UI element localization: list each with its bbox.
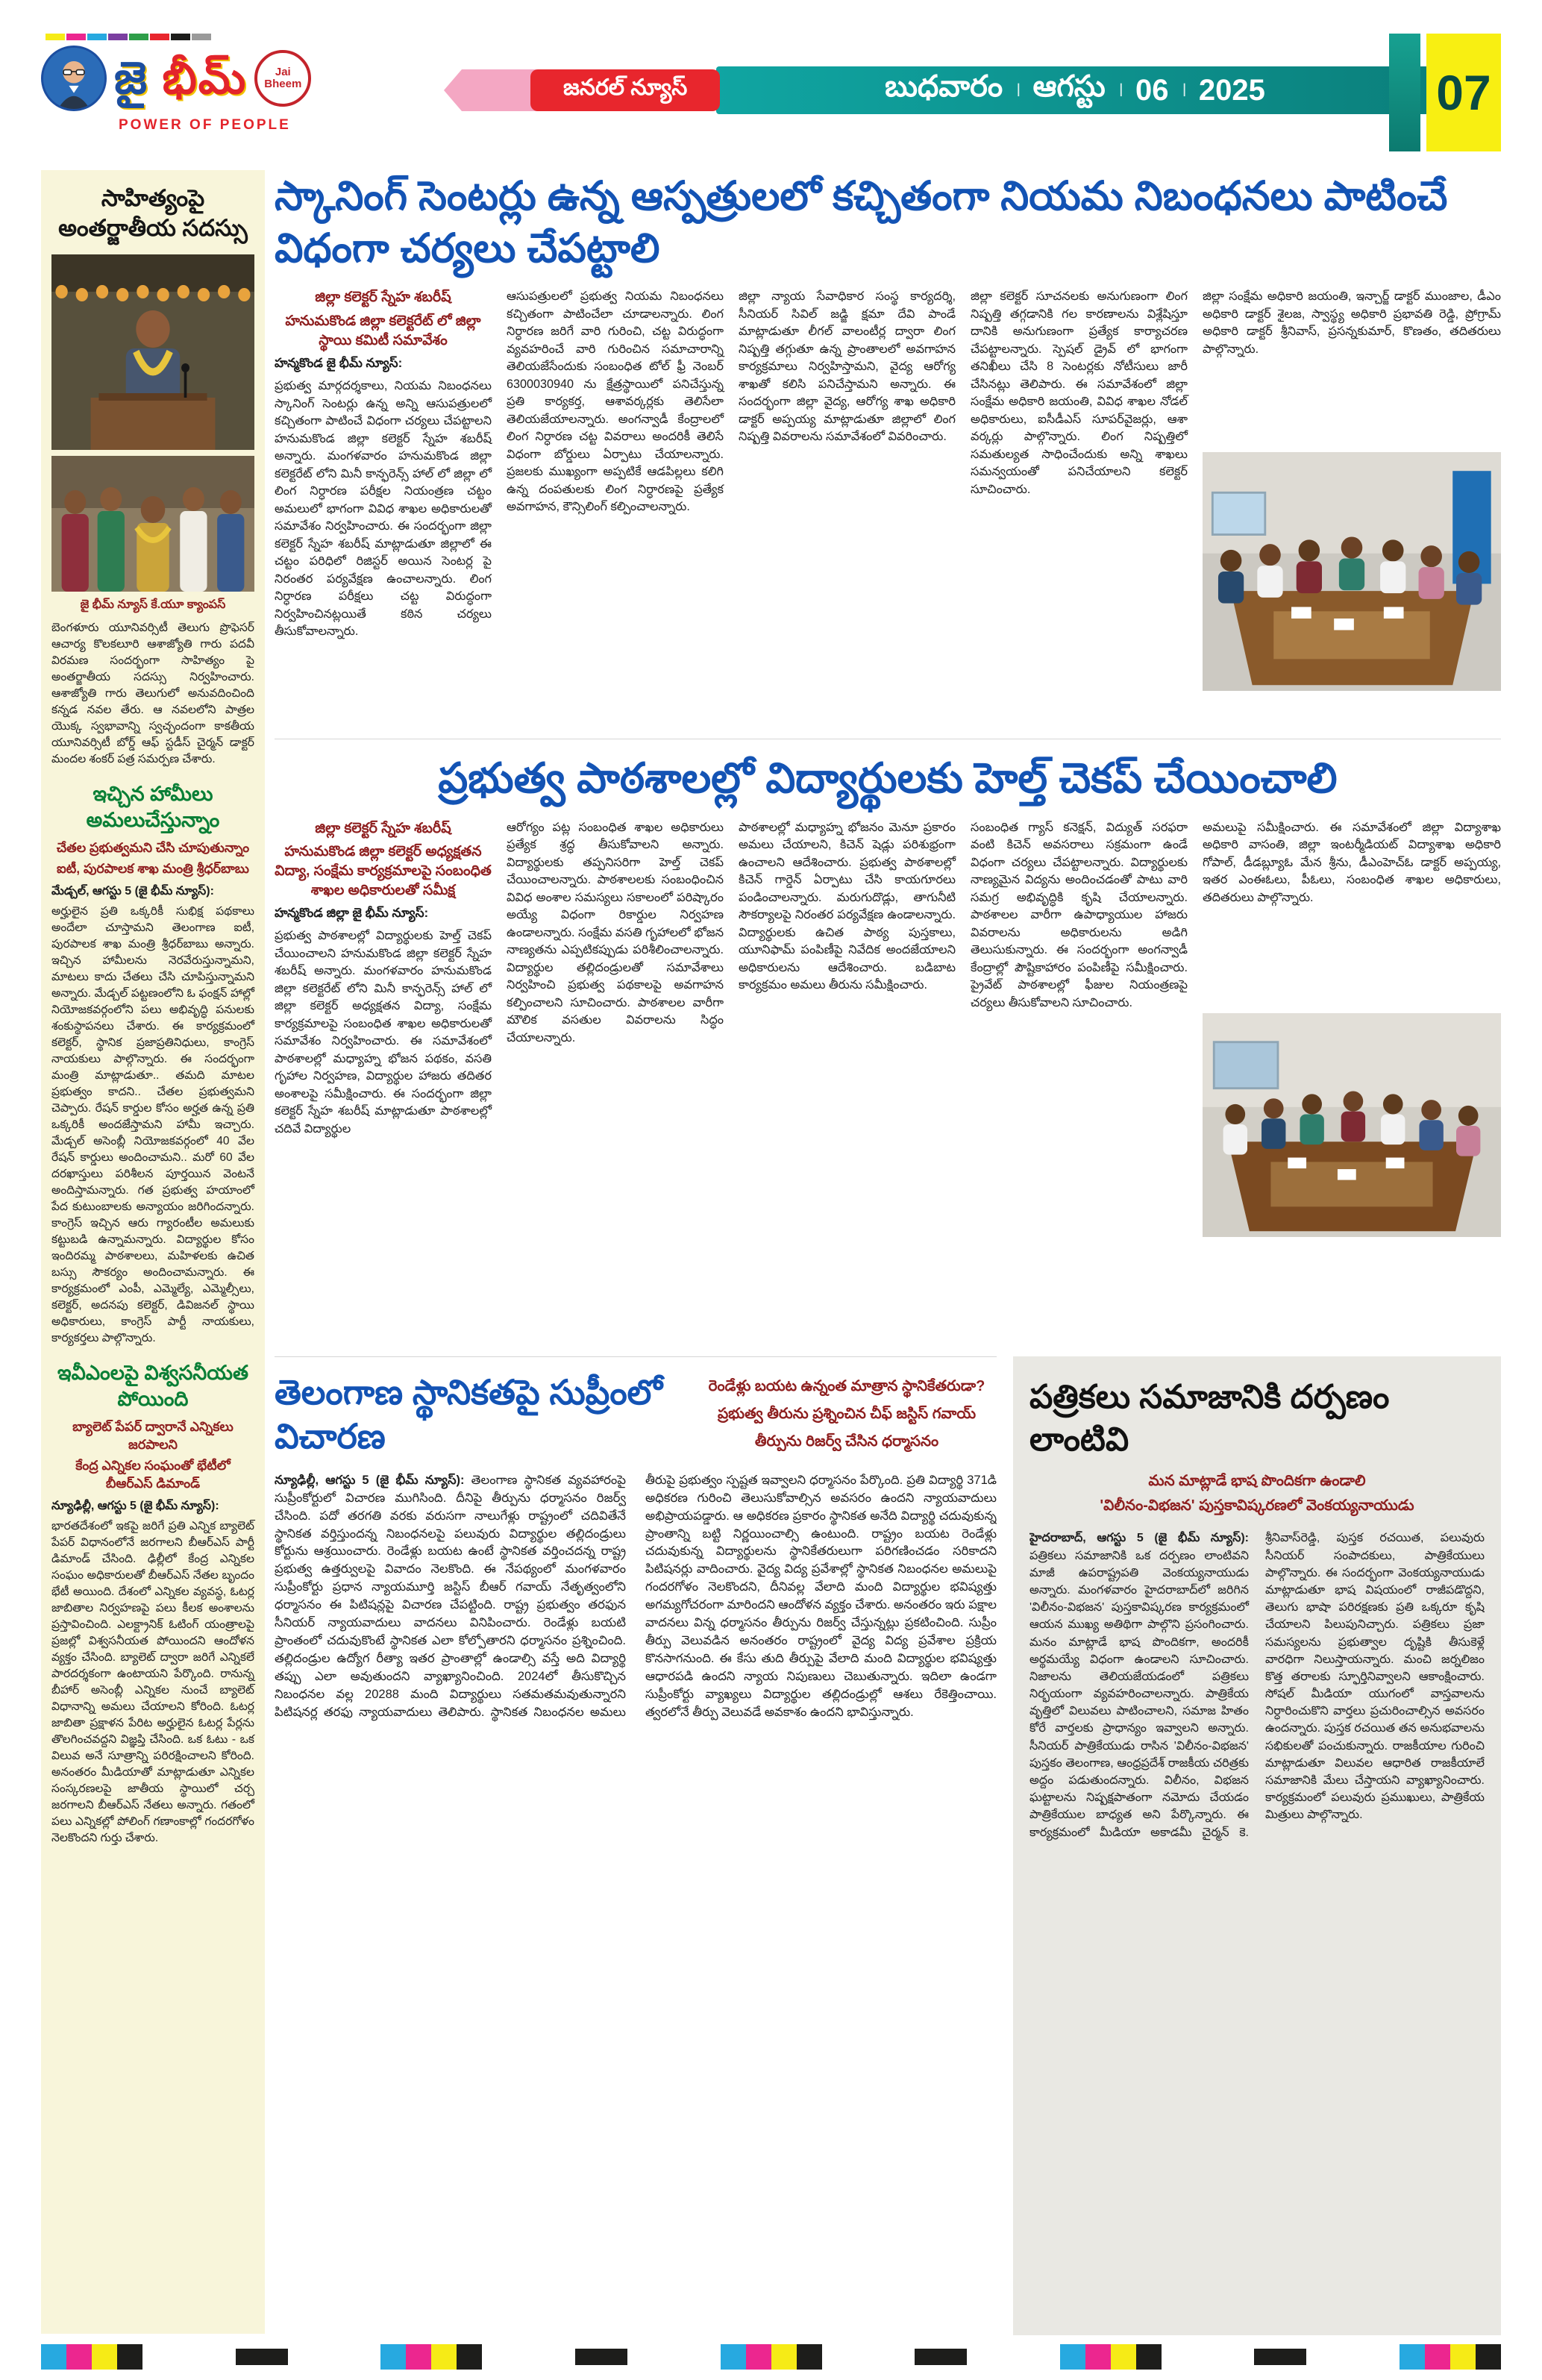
cmyk-mark-group (380, 2344, 482, 2370)
masthead-title (114, 53, 248, 103)
article2-review-meeting-photo (1203, 1013, 1501, 1237)
article1-body-col3: జిల్లా న్యాయ సేవాధికార సంస్థ కార్యదర్శి, సీనియర్ సివిల్ జడ్జి క్షమా దేవి పాండే మాట్లాడుతూ లీగల్ వాలంటీర్ల ద్వారా లింగ నిష్పత్తి తగ్గుతూ ఉన్న ప్రాంతాలలో అవగాహన కార్యక్రమాలు నిర్వహిస్తామని, వైద్య ఆరోగ్య శాఖతో కలిసి పనిచేస్తామని అన్నారు. ఈ సందర్భంగా జిల్లా వైద్య, ఆరోగ్య శాఖ అధికారి డాక్టర్ అప్పయ్య మాట్లాడుతూ జిల్లాలో లింగ నిష్పత్తి వివరాలను సమావేశంలో వివరించారు. (739, 289, 956, 444)
article2-dateline: హన్మకొండ జిల్లా జై భీమ్ న్యూస్: (275, 906, 429, 921)
section-label: జనరల్ న్యూస్ (530, 69, 720, 111)
article2-photo-column (1203, 819, 1501, 1237)
article1-columns (275, 288, 1501, 691)
article2-subhead: హనుమకొండ జిల్లా కలెక్టర్ అధ్యక్షతన విద్యా, సంక్షేమ కార్యక్రమాలపై సంబంధిత శాఖల అధికారులతో సమీక్ష (275, 844, 492, 898)
left-section2-subhead: ఐటీ, పురపాలక శాఖ మంత్రి శ్రీధర్‌బాబు (57, 861, 249, 877)
article1-body-col4: జిల్లా కలెక్టర్ సూచనలకు అనుగుణంగా లింగ నిష్పత్తి తగ్గడానికి గల కారణాలను విశ్లేషిస్తూ దానికి అనుగుణంగా ప్రత్యేక కార్యాచరణ చేపట్టాలన్నారు. స్పెషల్ డ్రైవ్ లో భాగంగా తనిఖీలు చేసి 8 సెంటర్లకు నోటీసులు జారీ చేసినట్లు తెలిపారు. ఈ సమావేశంలో జిల్లా సంక్షేమ అధికారి జయంతి, వివిధ శాఖల నోడల్ అధికారులు, ఐసీడీఎస్ సూపర్‌వైజర్లు, ఆశా వర్కర్లు పాల్గొన్నారు. లింగ నిష్పత్తిలో సమతుల్యత సాధించేందుకు అన్ని శాఖలు సమన్వయంతో పనిచేయాలని కలెక్టర్ సూచించారు. (971, 289, 1188, 496)
article4-subhead: 'విలీనం-విభజన' పుస్తకావిష్కరణలో వెంకయ్యనాయుడు (1100, 1497, 1414, 1515)
left-section3-subhead: కేంద్ర ఎన్నికల సంఘంతో భేటీలో బీఆర్ఎస్ డిమాండ్ (75, 1458, 231, 1491)
article3-body-text: తెలంగాణ స్థానికత వ్యవహారంపై సుప్రీంకోర్టులో విచారణ ముగిసింది. దీనిపై తీర్పును ధర్మాసనం రిజర్వ్ చేసింది. పదో తరగతి వరకు వరుసగా నాలుగేళ్లు రాష్ట్రంలో చదివితేనే స్థానికత వర్తిస్తుందన్న నిబంధనలపై పలువురు విద్యార్థుల తల్లిదండ్రులు కోర్టును ఆశ్రయించారు. రెండేళ్లు బయట ఉంటే స్థానికత వర్తించదన్న రాష్ట్ర ప్రభుత్వ ఉత్తర్వులపై వివాదం నెలకొంది. ఈ నేపథ్యంలో మంగళవారం సుప్రీంకోర్టు ప్రధాన న్యాయమూర్తి జస్టిస్ బీఆర్ గవాయ్ నేతృత్వంలోని ధర్మాసనం ఈ పిటిషన్లపై విచారణ చేపట్టింది. రాష్ట్ర ప్రభుత్వం తరఫున సీనియర్ న్యాయవాదులు వాదనలు వినిపించారు. రెండేళ్లు బయటి ప్రాంతంలో చదువుకొంటే స్థానికత ఎలా కోల్పోతారని ధర్మాసనం ప్రశ్నించింది. తల్లిదండ్రుల ఉద్యోగ రీత్యా ఇతర ప్రాంతాల్లో ఉండాల్సి వస్తే అది విద్యార్థి తప్పు ఎలా అవుతుందని వ్యాఖ్యానించింది. 2024లో తీసుకొచ్చిన నిబంధనల వల్ల 20288 మంది విద్యార్థులు సతమతమవుతున్నారని పిటిషనర్ల తరఫు న్యాయవాదులు తెలిపారు. స్థానికత నిబంధనల అమలు తీరుపై ప్రభుత్వం స్పష్టత ఇవ్వాలని ధర్మాసనం పేర్కొంది. ప్రతి విద్యార్థి 371డి అధికరణ గురించి తెలుసుకోవాల్సిన అవసరం ఉందని న్యాయవాదులు అభిప్రాయపడ్డారు. ఆ అధికరణ ప్రకారం స్థానికత అనేది విద్యార్థి చదువుకున్న ప్రాంతాన్ని బట్టి నిర్ణయించాల్సి ఉంటుంది. రాష్ట్రం బయట రెండేళ్లు చదువుకున్న విద్యార్థులను స్థానికేతరులుగా పరిగణించడం సరికాదని పిటిషనర్లు వాదించారు. వైద్య విద్య ప్రవేశాల్లో స్థానికత నిబంధనల అమలుపై గందరగోళం నెలకొందని, దీనివల్ల వేలాది మంది విద్యార్థుల భవిష్యత్తు అగమ్యగోచరంగా మారిందని ఆందోళన వ్యక్తం చేశారు. అనంతరం ఇరు పక్షాల వాదనలు విన్న ధర్మాసనం తీర్పును రిజర్వ్ చేస్తున్నట్లు ప్రకటించింది. సుప్రీం తీర్పు వెలువడిన అనంతరం రాష్ట్రంలో వైద్య విద్య ప్రవేశాల ప్రక్రియ కొనసాగనుంది. ఈ కేసు తుది తీర్పుపై వేలాది మంది విద్యార్థుల భవిష్యత్తు ఆధారపడి ఉందని న్యాయ నిపుణులు చెబుతున్నారు. ఇదిలా ఉండగా సుప్రీంకోర్టు వ్యాఖ్యలు విద్యార్థుల తల్లిదండ్రుల్లో ఆశలు రేకెత్తించాయి. త్వరలోనే తీర్పు వెలువడే అవకాశం ఉందని భావిస్తున్నారు. (275, 1473, 997, 1719)
main-content (275, 170, 1501, 2335)
article1-dateline: హన్మకొండ జై భీమ్ న్యూస్: (275, 356, 403, 371)
article2-body-col2: ఆరోగ్యం పట్ల సంబంధిత శాఖల అధికారులు ప్రత్యేక శ్రద్ధ తీసుకోవాలని అన్నారు. విద్యార్థులకు తప్పనిసరిగా హెల్త్ చెకప్ చేయించాలన్నారు. పాఠశాలలకు సంబంధించిన వివిధ అంశాల సమస్యలు సకాలంలో పరిష్కారం అయ్యే విధంగా రికార్డుల నిర్వహణ ఉండాలన్నారు. సంక్షేమ వసతి గృహాలలో భోజన నాణ్యతను ఎప్పటికప్పుడు పరిశీలించాలన్నారు. విద్యార్థుల తల్లిదండ్రులతో సమావేశాలు నిర్వహించి ప్రభుత్వ పథకాలపై అవగాహన కల్పించాలని సూచించారు. పాఠశాలల వారీగా మౌలిక వసతుల వివరాలను సిద్ధం చేయాలన్నారు. (507, 820, 724, 1045)
black-mark (1254, 2349, 1306, 2365)
header-green-strip (1389, 34, 1420, 151)
cmyk-mark-group (41, 2344, 142, 2370)
article2-headline: ప్రభుత్వ పాఠశాలల్లో విద్యార్థులకు హెల్త్ చెకప్ చేయించాలి (438, 754, 1338, 801)
article4-body-text: పత్రికలు సమాజానికి ఒక దర్పణం లాంటివని మాజీ ఉపరాష్ట్రపతి వెంకయ్యనాయుడు అన్నారు. మంగళవారం హైదరాబాద్‌లో జరిగిన 'విలీనం-విభజన' పుస్తకావిష్కరణ కార్యక్రమంలో ఆయన ముఖ్య అతిథిగా పాల్గొని ప్రసంగించారు. మనం మాట్లాడే భాష పొందికగా, అందరికీ అర్థమయ్యే విధంగా ఉండాలని సూచించారు. నిజాలను తెలియజేయడంలో పత్రికలు నిర్భయంగా వ్యవహరించాలన్నారు. పాత్రికేయ వృత్తిలో విలువలు పాటించాలని, సమాజ హితం కోరే వార్తలకు ప్రాధాన్యం ఇవ్వాలని అన్నారు. సీనియర్ పాత్రికేయుడు రాసిన 'విలీనం-విభజన' పుస్తకం తెలంగాణ, ఆంధ్రప్రదేశ్ రాజకీయ చరిత్రకు అద్దం పడుతుందన్నారు. విలీనం, విభజన ఘట్టాలను నిష్పక్షపాతంగా నమోదు చేయడం పాత్రికేయుల బాధ్యత అని పేర్కొన్నారు. ఈ కార్యక్రమంలో మీడియా అకాడమీ చైర్మన్ కె. శ్రీనివాస్‌రెడ్డి, పుస్తక రచయిత, పలువురు సీనియర్ సంపాదకులు, పాత్రికేయులు పాల్గొన్నారు. ఈ సందర్భంగా వెంకయ్యనాయుడు మాట్లాడుతూ భాష విషయంలో రాజీపడొద్దని, తెలుగు భాషా పరిరక్షణకు ప్రతి ఒక్కరూ కృషి చేయాలని పిలుపునిచ్చారు. పత్రికలు ప్రజా సమస్యలను ప్రభుత్వాల దృష్టికి తీసుకెళ్లే వారధిగా నిలుస్తాయన్నారు. మంచి జర్నలిజం కొత్త తరాలకు స్ఫూర్తినివ్వాలని ఆకాంక్షించారు. సోషల్ మీడియా యుగంలో వాస్తవాలను నిర్ధారించుకొని వార్తలు ప్రచురించాల్సిన అవసరం ఉందన్నారు. పుస్తక రచయిత తన అనుభవాలను సభికులతో పంచుకున్నారు. రాజకీయాల గురించి మాట్లాడుతూ విలువల ఆధారిత రాజకీయాలే సమాజానికి మేలు చేస్తాయని వ్యాఖ్యానించారు. కార్యక్రమంలో పలువురు ప్రముఖులు, పాత్రికేయ మిత్రులు పాల్గొన్నారు. (1029, 1532, 1485, 1839)
date-year: 2025 (1198, 73, 1265, 107)
article1-body-col1: ప్రభుత్వ మార్గదర్శకాలు, నియమ నిబంధనలు స్కానింగ్ సెంటర్లు ఉన్న అన్ని ఆసుపత్రులలో కచ్చితంగా పాటించే విధంగా చర్యలు చేపట్టాలని హనుమకొండ జిల్లా కలెక్టర్ స్నేహ శబరీష్ అన్నారు. మంగళవారం హనుమకొండ జిల్లా కలెక్టరేట్ లోని మినీ కాన్ఫరెన్స్ హాల్ లో జిల్లా లో లింగ నిర్ధారణ పరీక్షల నియంత్రణ చట్టం అమలులో భాగంగా వివిధ శాఖల అధికారులతో సమావేశం నిర్వహించారు. ఈ సందర్భంగా జిల్లా కలెక్టర్ స్నేహ శబరీష్ మాట్లాడుతూ జిల్లాలో ఈ చట్టం పరిధిలో రిజిస్టర్ అయిన సెంటర్ల పై నిరంతర పర్యవేక్షణ ఉంచాలన్నారు. లింగ నిర్ధారణ పరీక్షలు చట్ట విరుద్ధంగా నిర్వహించినట్లయితే కఠిన చర్యలు తీసుకోవాలన్నారు. (275, 379, 492, 639)
page-number: 07 (1426, 34, 1501, 151)
article-scanning-centers (275, 170, 1501, 724)
jai-bheem-badge-icon (254, 50, 311, 107)
date-bar (716, 66, 1434, 114)
masthead-row (41, 46, 311, 111)
article3-header (275, 1371, 997, 1459)
date-weekday: బుధవారం (885, 69, 1003, 103)
article3-subhead: తీర్పును రిజర్వ్ చేసిన ధర్మాసనం (754, 1433, 939, 1450)
masthead-word-bheem: భీమ్ (162, 53, 248, 103)
date-month: ఆగస్టు (1032, 69, 1106, 103)
podium-speech-photo (51, 254, 254, 450)
article-supreme-court-locality (275, 1356, 997, 2335)
article3-subhead: ప్రభుత్వ తీరును ప్రశ్నించిన చీఫ్ జస్టిస్ గవాయ్ (717, 1406, 977, 1423)
left-article-body: బెంగళూరు యూనివర్సిటీ తెలుగు ప్రొఫెసర్ ఆచార్య కొలకలూరి ఆశాజ్యోతి గారు పదవీ విరమణ సందర్భంగా సాహిత్యం పై అంతర్జాతీయ సదస్సు నిర్వహించారు. ఆశాజ్యోతి గారు తెలుగులో అనువదించింది కన్నడ నవల తేరు. ఆ నవలలోని పాత్రల యొక్క స్వభావాన్ని స్వచ్ఛందంగా కాకతీయ యూనివర్సిటీ బోర్డ్ ఆఫ్ స్టడీస్ చైర్మన్ డాక్టర్ మందల శంకర్ పత్ర సమర్పణ చేశారు. (51, 621, 254, 765)
article3-dateline: న్యూఢిల్లీ, ఆగస్టు 5 (జై భీమ్ న్యూస్): (275, 1473, 471, 1487)
article2-body-col4: సంబంధిత గ్యాస్ కనెక్షన్, విద్యుత్ సరఫరా వంటి కిచెన్ అవసరాలు సక్రమంగా ఉండే విధంగా చర్యలు చేపట్టాలన్నారు. విద్యార్థులకు నాణ్యమైన విద్యను అందించడంతో పాటు వారి సమగ్ర అభివృద్ధికి కృషి చేయాలన్నారు. పాఠశాలల వారీగా ఉపాధ్యాయుల హాజరు వివరాలను అధికారులను అడిగి తెలుసుకున్నారు. ఈ సందర్భంగా అంగన్వాడీ కేంద్రాల్లో పౌష్టికాహారం పంపిణీపై సమీక్షించారు. ప్రైవేట్ పాఠశాలల్లో ఫీజుల నియంత్రణపై చర్యలు తీసుకోవాలని సూచించారు. (971, 820, 1188, 1009)
article3-subhead: రెండేళ్లు బయట ఉన్నంత మాత్రాన స్థానికేతరుడా? (708, 1378, 985, 1395)
article4-headline: పత్రికలు సమాజానికి దర్పణం లాంటివి (1029, 1379, 1390, 1459)
date-separator: । (1180, 78, 1187, 98)
masthead-word-jai: జై (114, 53, 148, 103)
photo-caption: జై భీమ్ న్యూస్ కే.యూ క్యాంపస్ (80, 598, 226, 611)
article1-subhead: హనుమకొండ జిల్లా కలెక్టరేట్ లో జిల్లా స్థాయి కమిటీ సమావేశం (285, 313, 481, 348)
left-section3-body: భారతదేశంలో ఇకపై జరిగే ప్రతి ఎన్నిక బ్యాలెట్ పేపర్ విధానంలోనే జరగాలని బీఆర్ఎస్ పార్టీ డిమాండ్ చేసింది. ఢిల్లీలో కేంద్ర ఎన్నికల సంఘం అధికారులతో బీఆర్ఎస్ నేతల బృందం భేటీ అయింది. దేశంలో ఎన్నికల వ్యవస్థ, ఓటర్ల జాబితాల నిర్వహణపై పలు కీలక అంశాలను ప్రస్తావించింది. ఎలక్ట్రానిక్ ఓటింగ్ యంత్రాలపై ప్రజల్లో విశ్వసనీయత పోయిందని ఆందోళన వ్యక్తం చేసింది. బ్యాలెట్ ద్వారా జరిగే ఎన్నికలే పారదర్శకంగా ఉంటాయని పేర్కొంది. రానున్న బీహార్ అసెంబ్లీ ఎన్నికల నుంచే బ్యాలెట్ విధానాన్ని అమలు చేయాలని కోరింది. ఓటర్ల జాబితా ప్రక్షాళన పేరిట అర్హులైన ఓటర్ల పేర్లను తొలగించవద్దని విజ్ఞప్తి చేసింది. ఒక ఓటు - ఒక విలువ అనే సూత్రాన్ని పరిరక్షించాలని కోరింది. అనంతరం మీడియాతో మాట్లాడుతూ ఎన్నికల సంస్కరణలపై జాతీయ స్థాయిలో చర్చ జరగాలని బీఆర్ఎస్ నేతలు అన్నారు. గతంలో పలు ఎన్నికల్లో పోలింగ్ గణాంకాల్లో గందరగోళం నెలకొందని గుర్తు చేశారు. (51, 1519, 254, 1844)
badge-line1: Jai (275, 65, 291, 78)
article1-headline: స్కానింగ్ సెంటర్లు ఉన్న ఆస్పత్రులలో కచ్చితంగా నియమ నిబంధనలు పాటించే విధంగా చర్యలు చేపట్టాలి (275, 174, 1448, 272)
left-section2-dateline: మేడ్చల్, ఆగస్టు 5 (జై భీమ్ న్యూస్): (51, 885, 214, 898)
article2-column-1 (275, 819, 492, 1237)
article2-body-col3: పాఠశాలల్లో మధ్యాహ్న భోజనం మెనూ ప్రకారం అమలు చేయాలని, కిచెన్ షెడ్లు పరిశుభ్రంగా ఉంచాలని ఆదేశించారు. ప్రభుత్వ పాఠశాలల్లో కిచెన్ గార్డెన్ ఏర్పాటు చేసి కాయగూరలు పండించాలన్నారు. మరుగుదొడ్లు, తాగునీటి సౌకర్యాలపై నిరంతర పర్యవేక్షణ ఉండాలన్నారు. విద్యార్థులకు ఉచిత పాఠ్య పుస్తకాలు, యూనిఫామ్ పంపిణీపై నివేదిక అందజేయాలని అధికారులను ఆదేశించారు. బడిబాట కార్యక్రమం అమలు తీరును సమీక్షించారు. (739, 820, 956, 992)
black-mark (915, 2349, 967, 2365)
print-registration-marks (41, 2343, 1501, 2371)
article-newspapers-mirror (1013, 1356, 1501, 2335)
left-column (41, 170, 265, 2334)
article2-body-col1: ప్రభుత్వ పాఠశాలల్లో విద్యార్థులకు హెల్త్ చెకప్ చేయించాలని హనుమకొండ జిల్లా కలెక్టర్ స్నేహ శబరీష్ అన్నారు. మంగళవారం హనుమకొండ జిల్లా కలెక్టరేట్ లోని మినీ కాన్ఫరెన్స్ హాల్ లో జిల్లా కలెక్టర్ అధ్యక్షతన విద్యా, సంక్షేమ కార్యక్రమాలపై సంబంధిత శాఖల అధికారులతో సమావేశం నిర్వహించారు. ఈ సమావేశంలో పాఠశాలల్లో మధ్యాహ్న భోజన పథకం, వసతి గృహాల నిర్వహణ, విద్యార్థుల హాజరు తదితర అంశాలపై సమీక్షించారు. ఈ సందర్భంగా జిల్లా కలెక్టర్ స్నేహ శబరీష్ మాట్లాడుతూ పాఠశాలల్లో చదివే విద్యార్థుల (275, 929, 492, 1136)
date-separator: । (1015, 78, 1021, 98)
article1-body-col5: జిల్లా సంక్షేమ అధికారి జయంతి, ఇన్చార్జ్ డాక్టర్ ముంజాల, డీఎం అధికారి డాక్టర్ శైలజ, స్వాస్థ్య అధికారి ప్రభావతి రెడ్డి, ప్రోగ్రామ్ అధికారి డాక్టర్ శ్రీనివాస్, ప్రసన్నకుమార్, కొణతం, తదితరులు పాల్గొన్నారు. (1203, 289, 1501, 356)
page-header (41, 34, 1501, 151)
date-day: 06 (1135, 73, 1169, 107)
color-registration-strip (46, 34, 211, 40)
date-separator: । (1117, 78, 1124, 98)
article4-body (1029, 1529, 1485, 2320)
article-health-checkup (275, 739, 1501, 1335)
article3-body (275, 1472, 997, 2308)
article2-subhead: జిల్లా కలెక్టర్ స్నేహ శబరీష్ (315, 820, 451, 836)
article4-subhead: మన మాట్లాడే భాష పొందికగా ఉండాలి (1148, 1473, 1366, 1490)
left-section2-body: అర్హులైన ప్రతి ఒక్కరికీ సుభిక్ష పథకాలు అందేలా చూస్తామని తెలంగాణ ఐటీ, పురపాలక శాఖ మంత్రి శ్రీధర్‌బాబు అన్నారు. ఇచ్చిన హామీలను నెరవేరుస్తున్నామని, మాటలు కాదు చేతలు చేసి చూపిస్తున్నామని అన్నారు. మేడ్చల్ పట్టణంలోని ఓ ఫంక్షన్ హాల్లో నియోజకవర్గంలోని పలు అభివృద్ధి పనులకు శంకుస్థాపనలు చేశారు. ఈ కార్యక్రమంలో కలెక్టర్, స్థానిక ప్రజాప్రతినిధులు, కాంగ్రెస్ నాయకులు పాల్గొన్నారు. ఈ సందర్భంగా మంత్రి మాట్లాడుతూ.. తమది మాటల ప్రభుత్వం కాదని.. చేతల ప్రభుత్వమని చెప్పారు. రేషన్ కార్డుల కోసం అర్హత ఉన్న ప్రతి ఒక్కరికీ అందజేస్తామని హామీ ఇచ్చారు. మేడ్చల్ అసెంబ్లీ నియోజకవర్గంలో 40 వేల రేషన్ కార్డులు అందించామని.. మరో 60 వేల దరఖాస్తులు పరిశీలన పూర్తయిన వెంటనే అందిస్తామన్నారు. గత ప్రభుత్వ హయాంలో పేద కుటుంబాలకు అన్యాయం జరిగిందన్నారు. కాంగ్రెస్ ఇచ్చిన ఆరు గ్యారంటీల అమలుకు కట్టుబడి ఉన్నామన్నారు. విద్యార్థుల కోసం ఇందిరమ్మ పాఠశాలలు, మహిళలకు ఉచిత బస్సు సౌకర్యం అందించామన్నారు. ఈ కార్యక్రమంలో ఎంపీ, ఎమ్మెల్యే, ఎమ్మెల్సీలు, కలెక్టర్, అదనపు కలెక్టర్, డివిజనల్ స్థాయి అధికారులు, కాంగ్రెస్ పార్టీ నాయకులు, కార్యకర్తలు పాల్గొన్నారు. (51, 905, 254, 1345)
left-section3-subhead: బ్యాలెట్ పేపర్ ద్వారానే ఎన్నికలు జరపాలని (72, 1419, 234, 1452)
black-mark (575, 2349, 627, 2365)
article1-column-1 (275, 288, 492, 691)
article2-body-col5: అమలుపై సమీక్షించారు. ఈ సమావేశంలో జిల్లా విద్యాశాఖ అధికారి వాసంతి, జిల్లా ఇంటర్మీడియట్ విద్యాశాఖ అధికారి గోపాల్, డీడబ్ల్యూఓ మేన శ్రీను, డీఎంహెచ్ఓ డాక్టర్ అప్పయ్య, ఇతర ఎంఈఓలు, పీఓలు, సంబంధిత శాఖల అధికారులు, తదితరులు పాల్గొన్నారు. (1203, 820, 1501, 904)
left-section2-subhead: చేతల ప్రభుత్వమని చేసి చూపుతున్నాం (56, 839, 250, 855)
article1-subhead: జిల్లా కలెక్టర్ స్నేహ శబరీష్ (315, 289, 451, 306)
article3-headline: తెలంగాణ స్థానికతపై సుప్రీంలో విచారణ (275, 1373, 663, 1456)
left-section3-title: ఇవీఎంలపై విశ్వసనీయత పోయింది (57, 1362, 248, 1411)
article4-dateline: హైదరాబాద్, ఆగస్టు 5 (జై భీమ్ న్యూస్): (1029, 1532, 1249, 1545)
cmyk-mark-group (1060, 2344, 1162, 2370)
article2-columns (275, 819, 1501, 1237)
masthead-tagline: POWER OF PEOPLE (119, 117, 291, 133)
article1-body-col2: ఆసుపత్రులలో ప్రభుత్వ నియమ నిబంధనలు కచ్చితంగా పాటించేలా చూడాలన్నారు. లింగ నిర్ధారణ జరిగే వారి గురించి, చట్ట విరుద్ధంగా వ్యవహరించే వారి గురించిన సమాచారాన్ని తెలియజేసేందుకు సంబంధిత టోల్ ఫ్రీ నెంబర్ 6300030940 ను క్షేత్రస్థాయిలో పనిచేస్తున్న ప్రతి కార్యకర్త, ఆశావర్కర్లకు తెలిసేలా తెలియజేయాలన్నారు. అంగన్వాడీ కేంద్రాలలో లింగ నిర్ధారణ చట్ట వివరాలు అందరికీ తెలిసే విధంగా బోర్డులు ఏర్పాటు చేయాలన్నారు. ప్రజలకు ముఖ్యంగా అప్పటికే ఆడపిల్లలు కలిగి ఉన్న దంపతులకు లింగ నిర్ధారణపై ప్రత్యేక అవగాహన, కౌన్సిలింగ్ కల్పించాలన్నారు. (507, 289, 724, 514)
ambedkar-portrait-icon (41, 46, 107, 111)
badge-line2: Bheem (264, 78, 302, 90)
left-section2-title: ఇచ్చిన హామీలు అమలుచేస్తున్నాం (86, 782, 220, 831)
left-article-title: సాహిత్యంపై అంతర్జాతీయ సదస్సు (58, 185, 248, 242)
masthead-logo-area (41, 34, 339, 151)
article4-subheads (1029, 1471, 1485, 1516)
cmyk-mark-group (1400, 2344, 1501, 2370)
section-ribbon (444, 69, 720, 111)
article3-subheads (697, 1377, 997, 1452)
cmyk-mark-group (721, 2344, 822, 2370)
article1-photo-column (1203, 288, 1501, 691)
group-felicitation-photo (51, 456, 254, 592)
black-mark (236, 2349, 288, 2365)
left-section3-dateline: న్యూఢిల్లీ, ఆగస్టు 5 (జై భీమ్ న్యూస్): (51, 1499, 219, 1512)
article1-meeting-photo (1203, 452, 1501, 691)
